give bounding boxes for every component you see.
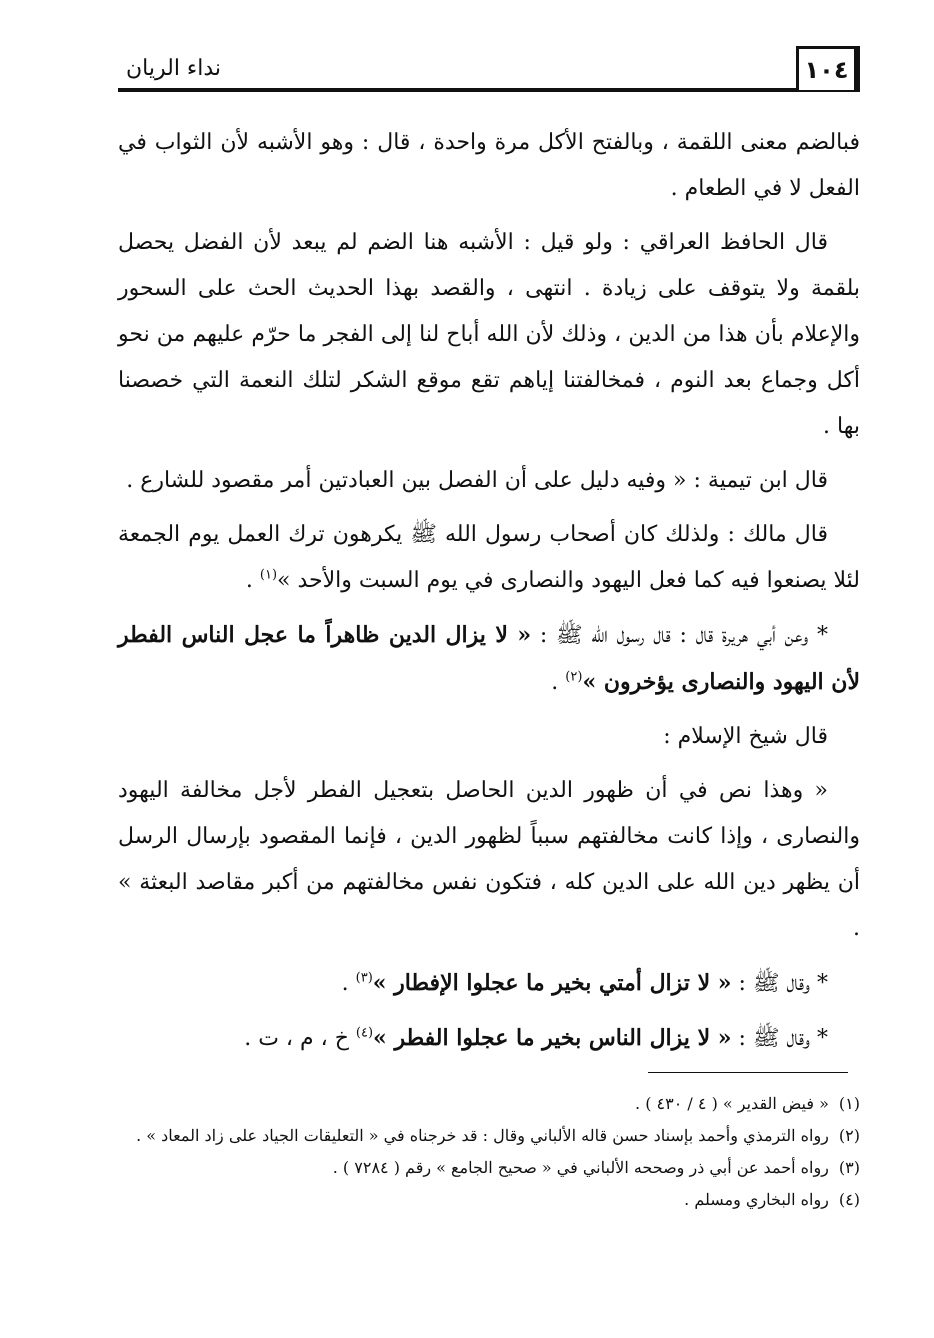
footnote-number: (٢) (838, 1126, 860, 1145)
paragraph-3: قال ابن تيمية : « وفيه دليل على أن الفصل بين العبادتين أمر مقصود للشارع . (126, 468, 828, 493)
paragraph-4 (118, 512, 860, 604)
footnotes (118, 1088, 860, 1216)
page-number: ١٠٤ (796, 46, 860, 92)
footnote-text: رواه البخاري ومسلم . (684, 1190, 829, 1209)
hadith-quote-3: « لا يزال الناس بخير ما عجلوا الفطر » (373, 1025, 732, 1051)
main-text (118, 120, 860, 1070)
hadith-quote-1: « لا يزال الدين ظاهراً ما عجل الناس الفطر لأن اليهود والنصارى يؤخرون » (118, 622, 860, 695)
paragraph-5 (118, 612, 860, 706)
footnote-1 (118, 1088, 860, 1120)
footnote-number: (٤) (838, 1190, 860, 1209)
footnote-number: (٣) (838, 1158, 860, 1177)
header-rule (118, 88, 796, 92)
paragraph-2: قال الحافظ العراقي : ولو قيل : الأشبه هنا الضم لم يبعد لأن الفضل يحصل بلقمة ولا يتوقف على زيادة . انتهى ، والقصد بهذا الحديث الحث على السحور والإعلام بأن هذا من الدين ، وذلك لأن الله أباح لنا إلى الفجر ما حرّم عليهم من نحو أكل وجماع بعد النوم ، فمخالفتنا إياهم تقع موقع الشكر لتلك النعمة التي خصصنا بها . (118, 230, 860, 439)
footnote-3 (118, 1152, 860, 1184)
paragraph-5-prefix: * وعن أبي هريرة قال : قال رسول الله ﷺ : (531, 623, 828, 648)
paragraph-9-end: خ ، م ، ت . (244, 1026, 356, 1051)
paragraph-8 (118, 960, 860, 1007)
paragraph-6: قال شيخ الإسلام : (663, 724, 828, 749)
footnote-ref-1: (١) (259, 567, 278, 583)
footnote-4 (118, 1184, 860, 1216)
footnote-text: رواه الترمذي وأحمد بإسناد حسن قاله الألباني وقال : قد خرجناه في « التعليقات الجياد على زاد المعاد » . (136, 1126, 829, 1145)
page-header (118, 40, 860, 100)
footnote-separator (648, 1072, 848, 1073)
hadith-quote-2: « لا تزال أمتي بخير ما عجلوا الإفطار » (372, 970, 732, 996)
footnote-ref-4: (٤) (355, 1025, 374, 1041)
paragraph-7: « وهذا نص في أن ظهور الدين الحاصل بتعجيل الفطر لأجل مخالفة اليهود والنصارى ، وإذا كانت مخالفتهم سبباً لظهور الدين ، فإنما المقصود بإرسال الرسل أن يظهر دين الله على الدين كله ، فتكون نفس مخالفتهم من أكبر مقاصد البعثة » . (118, 778, 860, 941)
paragraph-9-prefix: * وقال ﷺ : (731, 1026, 828, 1051)
paragraph-8-prefix: * وقال ﷺ : (731, 971, 828, 996)
footnote-ref-2: (٢) (565, 669, 583, 685)
footnote-text: « فيض القدير » ( ٤ / ٤٣٠ ) . (635, 1094, 829, 1113)
footnote-number: (١) (838, 1094, 860, 1113)
paragraph-5-end: . (551, 670, 566, 695)
paragraph-4-text: قال مالك : ولذلك كان أصحاب رسول الله ﷺ يكرهون ترك العمل يوم الجمعة لئلا يصنعوا فيه كما فعل اليهود والنصارى في يوم السبت والأحد » (118, 522, 860, 593)
paragraph-9 (118, 1015, 860, 1062)
paragraph-4-end: . (245, 568, 260, 593)
paragraph-1: فبالضم معنى اللقمة ، وبالفتح الأكل مرة واحدة ، قال : وهو الأشبه لأن الثواب في الفعل لا في الطعام . (118, 130, 860, 201)
running-title: نداء الريان (126, 56, 222, 81)
footnote-ref-3: (٣) (355, 970, 373, 986)
paragraph-8-end: . (341, 971, 356, 996)
footnote-text: رواه أحمد عن أبي ذر وصححه الألباني في « صحيح الجامع » رقم ( ٧٢٨٤ ) . (332, 1158, 829, 1177)
footnote-2 (118, 1120, 860, 1152)
